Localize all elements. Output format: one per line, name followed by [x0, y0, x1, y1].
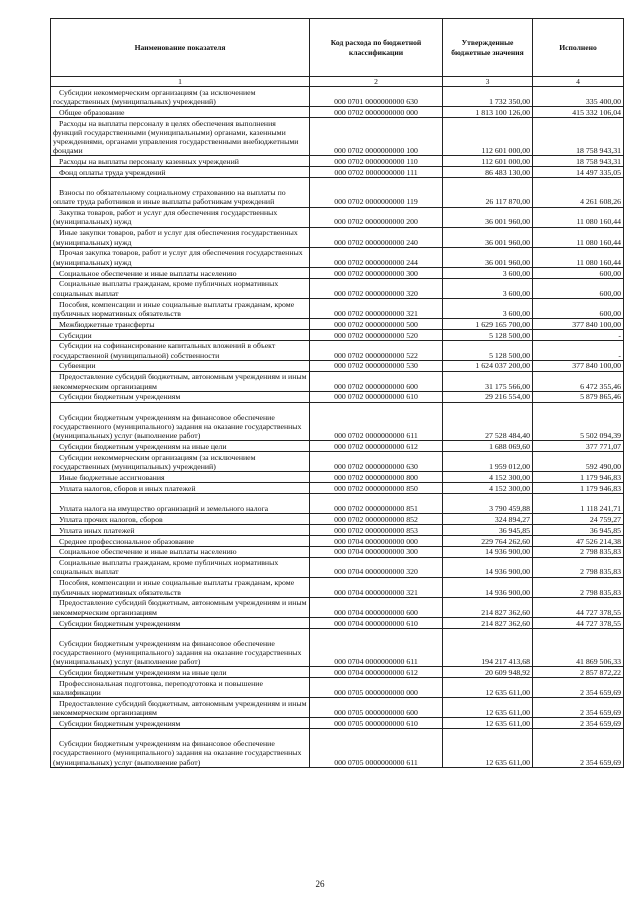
row-executed-value: 2 354 659,69 [533, 678, 624, 698]
row-executed-value: 2 857 872,22 [533, 667, 624, 678]
row-expense-code: 000 0702 0000000000 630 [310, 452, 443, 472]
row-executed-value: 377 840 100,00 [533, 360, 624, 371]
table-row [51, 617, 624, 628]
row-expense-code: 000 0702 0000000000 321 [310, 298, 443, 318]
row-indicator-name: Иные бюджетные ассигнования [51, 472, 310, 483]
row-executed-value: 18 758 943,31 [533, 117, 624, 156]
row-executed-value: 11 080 160,44 [533, 207, 624, 227]
table-row [51, 718, 624, 729]
row-indicator-name: Субсидии бюджетным учреждениям [51, 617, 310, 628]
row-indicator-name: Предоставление субсидий бюджетным, автономным учреждениям и иным некоммерческим организациям [51, 597, 310, 617]
row-approved-value: 3 600,00 [443, 278, 533, 298]
row-expense-code: 000 0702 0000000000 111 [310, 167, 443, 178]
row-indicator-name: Субсидии некоммерческим организациям (за исключением государственных (муниципальных) учреждений) [51, 87, 310, 107]
row-expense-code: 000 0705 0000000000 610 [310, 718, 443, 729]
row-executed-value: 600,00 [533, 267, 624, 278]
table-row [51, 524, 624, 535]
row-executed-value: 592 490,00 [533, 452, 624, 472]
row-approved-value: 20 609 948,92 [443, 667, 533, 678]
table-row [51, 107, 624, 118]
row-indicator-name: Пособия, компенсации и иные социальные выплаты гражданам, кроме публичных нормативных обязательств [51, 577, 310, 597]
row-expense-code: 000 0701 0000000000 630 [310, 87, 443, 107]
row-indicator-name: Социальные выплаты гражданам, кроме публичных нормативных социальных выплат [51, 557, 310, 577]
table-row [51, 698, 624, 718]
row-expense-code: 000 0702 0000000000 119 [310, 178, 443, 207]
row-approved-value: 26 117 870,00 [443, 178, 533, 207]
column-number: 3 [443, 77, 533, 87]
row-approved-value: 1 813 100 126,00 [443, 107, 533, 118]
row-indicator-name: Субсидии бюджетным учреждениям [51, 718, 310, 729]
row-approved-value: 194 217 413,68 [443, 628, 533, 667]
row-expense-code: 000 0702 0000000000 530 [310, 360, 443, 371]
header-expense-code: Код расхода по бюджетной классификации [310, 19, 443, 77]
table-row [51, 493, 624, 513]
table-body [51, 87, 624, 768]
row-indicator-name: Субсидии бюджетным учреждениям на финансовое обеспечение государственного (муниципального) задания на оказание государственных (муниципальных) услуг (выполнение работ) [51, 402, 310, 441]
row-executed-value: 2 798 835,83 [533, 557, 624, 577]
row-expense-code: 000 0702 0000000000 244 [310, 247, 443, 267]
table-row [51, 452, 624, 472]
table-row [51, 472, 624, 483]
row-approved-value: 5 128 500,00 [443, 329, 533, 340]
row-approved-value: 214 827 362,60 [443, 617, 533, 628]
row-approved-value: 36 945,85 [443, 524, 533, 535]
table-row [51, 402, 624, 441]
row-approved-value: 14 936 900,00 [443, 546, 533, 557]
row-expense-code: 000 0704 0000000000 610 [310, 617, 443, 628]
row-expense-code: 000 0702 0000000000 100 [310, 117, 443, 156]
row-approved-value: 214 827 362,60 [443, 597, 533, 617]
row-expense-code: 000 0702 0000000000 110 [310, 156, 443, 167]
table-row [51, 514, 624, 525]
row-approved-value: 3 790 459,88 [443, 493, 533, 513]
row-approved-value: 12 635 611,00 [443, 729, 533, 768]
table-row [51, 227, 624, 247]
row-expense-code: 000 0702 0000000000 000 [310, 107, 443, 118]
table-row [51, 371, 624, 391]
row-executed-value: 335 400,00 [533, 87, 624, 107]
budget-report-page [50, 18, 624, 768]
row-indicator-name: Субвенции [51, 360, 310, 371]
row-executed-value: 4 261 608,26 [533, 178, 624, 207]
row-approved-value: 324 894,27 [443, 514, 533, 525]
row-executed-value: 2 798 835,83 [533, 577, 624, 597]
row-expense-code: 000 0702 0000000000 851 [310, 493, 443, 513]
table-row [51, 207, 624, 227]
row-approved-value: 112 601 000,00 [443, 156, 533, 167]
row-indicator-name: Расходы на выплаты персоналу в целях обеспечения выполнения функций государственными (муниципальными) органами, казенными учреждениями, органами управления государственными внебюджетными фондами [51, 117, 310, 156]
header-executed: Исполнено [533, 19, 624, 77]
row-indicator-name: Иные закупки товаров, работ и услуг для обеспечения государственных (муниципальных) нужд [51, 227, 310, 247]
row-expense-code: 000 0702 0000000000 610 [310, 391, 443, 402]
header-approved-values: Утвержденные бюджетные значения [443, 19, 533, 77]
row-approved-value: 4 152 300,00 [443, 472, 533, 483]
row-expense-code: 000 0702 0000000000 800 [310, 472, 443, 483]
row-indicator-name: Уплата налогов, сборов и иных платежей [51, 483, 310, 494]
table-row [51, 267, 624, 278]
row-approved-value: 1 624 037 200,00 [443, 360, 533, 371]
table-row [51, 391, 624, 402]
row-approved-value: 1 959 012,00 [443, 452, 533, 472]
column-number: 2 [310, 77, 443, 87]
row-indicator-name: Субсидии бюджетным учреждениям на финансовое обеспечение государственного (муниципального) задания на оказание государственных (муниципальных) услуг (выполнение работ) [51, 628, 310, 667]
row-indicator-name: Субсидии бюджетным учреждениям на иные цели [51, 441, 310, 452]
row-expense-code: 000 0702 0000000000 500 [310, 318, 443, 329]
table-row [51, 247, 624, 267]
row-expense-code: 000 0702 0000000000 520 [310, 329, 443, 340]
row-indicator-name: Уплата иных платежей [51, 524, 310, 535]
row-expense-code: 000 0702 0000000000 240 [310, 227, 443, 247]
row-indicator-name: Предоставление субсидий бюджетным, автономным учреждениям и иным некоммерческим организациям [51, 698, 310, 718]
table-header-row [51, 19, 624, 77]
row-approved-value: 112 601 000,00 [443, 117, 533, 156]
row-indicator-name: Взносы по обязательному социальному страхованию на выплаты по оплате труда работников и иные выплаты работникам учреждений [51, 178, 310, 207]
row-executed-value: 44 727 378,55 [533, 597, 624, 617]
row-indicator-name: Социальное обеспечение и иные выплаты населению [51, 267, 310, 278]
row-expense-code: 000 0705 0000000000 000 [310, 678, 443, 698]
row-executed-value: 18 758 943,31 [533, 156, 624, 167]
row-indicator-name: Профессиональная подготовка, переподготовка и повышение квалификации [51, 678, 310, 698]
row-executed-value: 2 354 659,69 [533, 698, 624, 718]
row-expense-code: 000 0704 0000000000 300 [310, 546, 443, 557]
row-indicator-name: Уплата прочих налогов, сборов [51, 514, 310, 525]
row-executed-value: 11 080 160,44 [533, 227, 624, 247]
row-approved-value: 12 635 611,00 [443, 678, 533, 698]
row-approved-value: 29 216 554,00 [443, 391, 533, 402]
row-executed-value: 377 771,07 [533, 441, 624, 452]
row-indicator-name: Прочая закупка товаров, работ и услуг для обеспечения государственных (муниципальных) нужд [51, 247, 310, 267]
table-row [51, 535, 624, 546]
row-expense-code: 000 0705 0000000000 600 [310, 698, 443, 718]
table-row [51, 628, 624, 667]
row-indicator-name: Межбюджетные трансферты [51, 318, 310, 329]
row-approved-value: 14 936 900,00 [443, 557, 533, 577]
row-indicator-name: Уплата налога на имущество организаций и земельного налога [51, 493, 310, 513]
row-approved-value: 1 732 350,00 [443, 87, 533, 107]
row-executed-value: 2 354 659,69 [533, 718, 624, 729]
row-executed-value: 415 332 106,04 [533, 107, 624, 118]
row-indicator-name: Социальные выплаты гражданам, кроме публичных нормативных социальных выплат [51, 278, 310, 298]
table-row [51, 577, 624, 597]
table-row [51, 340, 624, 360]
table-row [51, 167, 624, 178]
row-indicator-name: Субсидии бюджетным учреждениям на иные цели [51, 667, 310, 678]
row-executed-value: 5 502 094,39 [533, 402, 624, 441]
row-approved-value: 1 688 069,60 [443, 441, 533, 452]
row-executed-value: 44 727 378,55 [533, 617, 624, 628]
row-indicator-name: Субсидии бюджетным учреждениям на финансовое обеспечение государственного (муниципального) задания на оказание государственных (муниципальных) услуг (выполнение работ) [51, 729, 310, 768]
row-executed-value: 2 798 835,83 [533, 546, 624, 557]
row-indicator-name: Субсидии бюджетным учреждениям [51, 391, 310, 402]
row-executed-value: 5 879 865,46 [533, 391, 624, 402]
row-executed-value: 600,00 [533, 278, 624, 298]
page-number: 26 [315, 879, 325, 889]
table-row [51, 329, 624, 340]
row-expense-code: 000 0704 0000000000 000 [310, 535, 443, 546]
table-row [51, 178, 624, 207]
row-indicator-name: Субсидии некоммерческим организациям (за исключением государственных (муниципальных) учреждений) [51, 452, 310, 472]
row-expense-code: 000 0704 0000000000 320 [310, 557, 443, 577]
table-row [51, 156, 624, 167]
row-indicator-name: Закупка товаров, работ и услуг для обеспечения государственных (муниципальных) нужд [51, 207, 310, 227]
row-expense-code: 000 0702 0000000000 200 [310, 207, 443, 227]
table-row [51, 318, 624, 329]
header-indicator-name: Наименование показателя [51, 19, 310, 77]
row-expense-code: 000 0702 0000000000 853 [310, 524, 443, 535]
row-approved-value: 12 635 611,00 [443, 718, 533, 729]
row-indicator-name: Пособия, компенсации и иные социальные выплаты гражданам, кроме публичных нормативных обязательств [51, 298, 310, 318]
table-row [51, 729, 624, 768]
row-approved-value: 86 483 130,00 [443, 167, 533, 178]
table-row [51, 278, 624, 298]
row-expense-code: 000 0704 0000000000 321 [310, 577, 443, 597]
row-expense-code: 000 0702 0000000000 320 [310, 278, 443, 298]
row-indicator-name: Среднее профессиональное образование [51, 535, 310, 546]
table-row [51, 117, 624, 156]
row-expense-code: 000 0702 0000000000 611 [310, 402, 443, 441]
row-indicator-name: Предоставление субсидий бюджетным, автономным учреждениям и иным некоммерческим организациям [51, 371, 310, 391]
row-expense-code: 000 0702 0000000000 600 [310, 371, 443, 391]
row-indicator-name: Субсидии на софинансирование капитальных вложений в объект государственной (муниципальной) собственности [51, 340, 310, 360]
row-executed-value: 36 945,85 [533, 524, 624, 535]
row-expense-code: 000 0702 0000000000 852 [310, 514, 443, 525]
table-row [51, 360, 624, 371]
row-approved-value: 31 175 566,00 [443, 371, 533, 391]
row-expense-code: 000 0705 0000000000 611 [310, 729, 443, 768]
row-indicator-name: Общее образование [51, 107, 310, 118]
table-row [51, 441, 624, 452]
row-executed-value: 47 526 214,38 [533, 535, 624, 546]
row-approved-value: 27 528 484,40 [443, 402, 533, 441]
row-approved-value: 4 152 300,00 [443, 483, 533, 494]
table-row [51, 483, 624, 494]
row-approved-value: 36 001 960,00 [443, 207, 533, 227]
column-number-row [51, 77, 624, 87]
row-approved-value: 1 629 165 700,00 [443, 318, 533, 329]
row-executed-value: 1 118 241,71 [533, 493, 624, 513]
table-row [51, 546, 624, 557]
row-executed-value: 14 497 335,05 [533, 167, 624, 178]
row-executed-value: 600,00 [533, 298, 624, 318]
row-executed-value: 6 472 355,46 [533, 371, 624, 391]
row-approved-value: 229 764 262,60 [443, 535, 533, 546]
table-row [51, 298, 624, 318]
row-expense-code: 000 0704 0000000000 600 [310, 597, 443, 617]
column-number: 1 [51, 77, 310, 87]
row-approved-value: 3 600,00 [443, 298, 533, 318]
table-row [51, 597, 624, 617]
row-executed-value: - [533, 340, 624, 360]
row-indicator-name: Фонд оплаты труда учреждений [51, 167, 310, 178]
row-indicator-name: Расходы на выплаты персоналу казенных учреждений [51, 156, 310, 167]
row-indicator-name: Социальное обеспечение и иные выплаты населению [51, 546, 310, 557]
row-approved-value: 12 635 611,00 [443, 698, 533, 718]
row-approved-value: 36 001 960,00 [443, 247, 533, 267]
row-expense-code: 000 0702 0000000000 522 [310, 340, 443, 360]
table-row [51, 87, 624, 107]
row-approved-value: 5 128 500,00 [443, 340, 533, 360]
row-executed-value: 24 759,27 [533, 514, 624, 525]
row-executed-value: 1 179 946,83 [533, 483, 624, 494]
table-row [51, 667, 624, 678]
row-executed-value: - [533, 329, 624, 340]
row-expense-code: 000 0702 0000000000 300 [310, 267, 443, 278]
row-executed-value: 377 840 100,00 [533, 318, 624, 329]
row-executed-value: 11 080 160,44 [533, 247, 624, 267]
budget-execution-table [50, 18, 624, 768]
row-approved-value: 3 600,00 [443, 267, 533, 278]
row-expense-code: 000 0702 0000000000 850 [310, 483, 443, 494]
row-executed-value: 1 179 946,83 [533, 472, 624, 483]
row-executed-value: 2 354 659,69 [533, 729, 624, 768]
row-expense-code: 000 0704 0000000000 611 [310, 628, 443, 667]
row-expense-code: 000 0704 0000000000 612 [310, 667, 443, 678]
row-indicator-name: Субсидии [51, 329, 310, 340]
row-executed-value: 41 869 506,33 [533, 628, 624, 667]
column-number: 4 [533, 77, 624, 87]
row-expense-code: 000 0702 0000000000 612 [310, 441, 443, 452]
row-approved-value: 36 001 960,00 [443, 227, 533, 247]
row-approved-value: 14 936 900,00 [443, 577, 533, 597]
table-row [51, 678, 624, 698]
table-row [51, 557, 624, 577]
